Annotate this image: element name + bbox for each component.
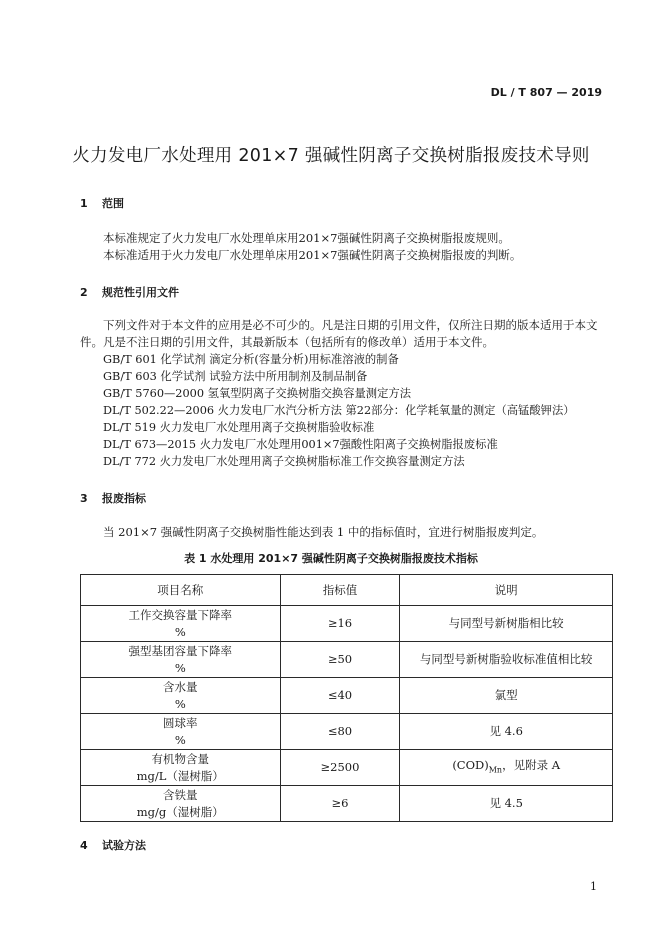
table-row (81, 606, 613, 642)
reference-item: DL/T 502.22—2006 火力发电厂水汽分析方法 第22部分：化学耗氧量的测定（高锰酸钾法） (103, 404, 575, 417)
item-unit: mg/L（湿树脂） (136, 768, 224, 783)
value-cell: ≤40 (280, 678, 400, 714)
section-number: 4 (80, 839, 88, 852)
section-title: 规范性引用文件 (102, 286, 179, 299)
page-number: 1 (590, 880, 597, 893)
document-title: 火力发电厂水处理用 201×7 强碱性阴离子交换树脂报废技术导则 (72, 146, 590, 166)
reference-item: DL/T 519 火力发电厂水处理用离子交换树脂验收标准 (103, 421, 375, 434)
section-heading-1 (80, 195, 124, 211)
item-name: 含水量 (163, 679, 198, 694)
item-name-cell (81, 714, 281, 750)
column-header: 说明 (400, 575, 613, 606)
paragraph: 件。凡是不注日期的引用文件，其最新版本（包括所有的修改单）适用于本文件。 (80, 335, 494, 349)
value-cell: ≥50 (280, 642, 400, 678)
spec-table (80, 574, 613, 822)
item-name: 有机物含量 (151, 751, 210, 766)
note-tail: ，见附录 A (502, 757, 561, 772)
value-cell: ≤80 (280, 714, 400, 750)
paragraph: 当 201×7 强碱性阴离子交换树脂性能达到表 1 中的指标值时，宜进行树脂报废判定。 (103, 525, 544, 539)
reference-item: DL/T 673—2015 火力发电厂水处理用001×7强酸性阳离子交换树脂报废标准 (103, 438, 498, 451)
note-cell: 见 4.6 (400, 714, 613, 750)
note-cell: 与同型号新树脂相比较 (400, 606, 613, 642)
value-cell: ≥16 (280, 606, 400, 642)
item-unit: % (174, 696, 186, 711)
table-header-row (81, 575, 613, 606)
paragraph: 本标准规定了火力发电厂水处理单床用201×7强碱性阴离子交换树脂报废规则。 (103, 231, 510, 245)
item-name: 含铁量 (163, 787, 198, 802)
item-unit: mg/g（湿树脂） (136, 804, 224, 819)
item-name-cell (81, 642, 281, 678)
note-cell: 氯型 (400, 678, 613, 714)
item-unit: % (174, 624, 186, 639)
note-subscript: Mn (488, 765, 503, 775)
note-main: (COD) (452, 757, 489, 772)
section-number: 1 (80, 197, 88, 210)
item-unit: % (174, 732, 186, 747)
column-header: 指标值 (280, 575, 400, 606)
section-heading-3 (80, 490, 146, 506)
section-heading-2 (80, 284, 179, 300)
reference-item: GB/T 5760—2000 氢氧型阴离子交换树脂交换容量测定方法 (103, 387, 411, 400)
section-number: 3 (80, 492, 88, 505)
section-number: 2 (80, 286, 88, 299)
item-name: 工作交换容量下降率 (128, 607, 233, 622)
section-title: 试验方法 (102, 839, 146, 852)
paragraph: 下列文件对于本文件的应用是必不可少的。凡是注日期的引用文件，仅所注日期的版本适用于本文 (103, 318, 598, 332)
item-unit: % (174, 660, 186, 675)
item-name: 圆球率 (163, 715, 198, 730)
item-name-cell (81, 606, 281, 642)
item-name-cell (81, 678, 281, 714)
table-caption: 表 1 水处理用 201×7 强碱性阴离子交换树脂报废技术指标 (184, 552, 478, 565)
paragraph: 本标准适用于火力发电厂水处理单床用201×7强碱性阴离子交换树脂报废的判断。 (103, 248, 522, 262)
reference-item: GB/T 603 化学试剂 试验方法中所用制剂及制品制备 (103, 370, 368, 383)
reference-item: DL/T 772 火力发电厂水处理用离子交换树脂标准工作交换容量测定方法 (103, 455, 465, 468)
note-cell: 与同型号新树脂验收标准值相比较 (400, 642, 613, 678)
standard-number: DL / T 807 — 2019 (490, 86, 602, 99)
reference-item: GB/T 601 化学试剂 滴定分析(容量分析)用标准溶液的制备 (103, 353, 399, 366)
note-cell: 见 4.5 (400, 786, 613, 822)
table-row (81, 786, 613, 822)
section-title: 报废指标 (102, 492, 146, 505)
item-name-cell (81, 786, 281, 822)
section-heading-4 (80, 837, 146, 853)
table-row (81, 678, 613, 714)
table-row (81, 750, 613, 786)
table-row (81, 714, 613, 750)
item-name: 强型基团容量下降率 (128, 643, 233, 658)
section-title: 范围 (102, 197, 124, 210)
column-header: 项目名称 (81, 575, 281, 606)
value-cell: ≥2500 (280, 750, 400, 786)
table-row (81, 642, 613, 678)
value-cell: ≥6 (280, 786, 400, 822)
item-name-cell (81, 750, 281, 786)
note-cell (400, 750, 613, 786)
